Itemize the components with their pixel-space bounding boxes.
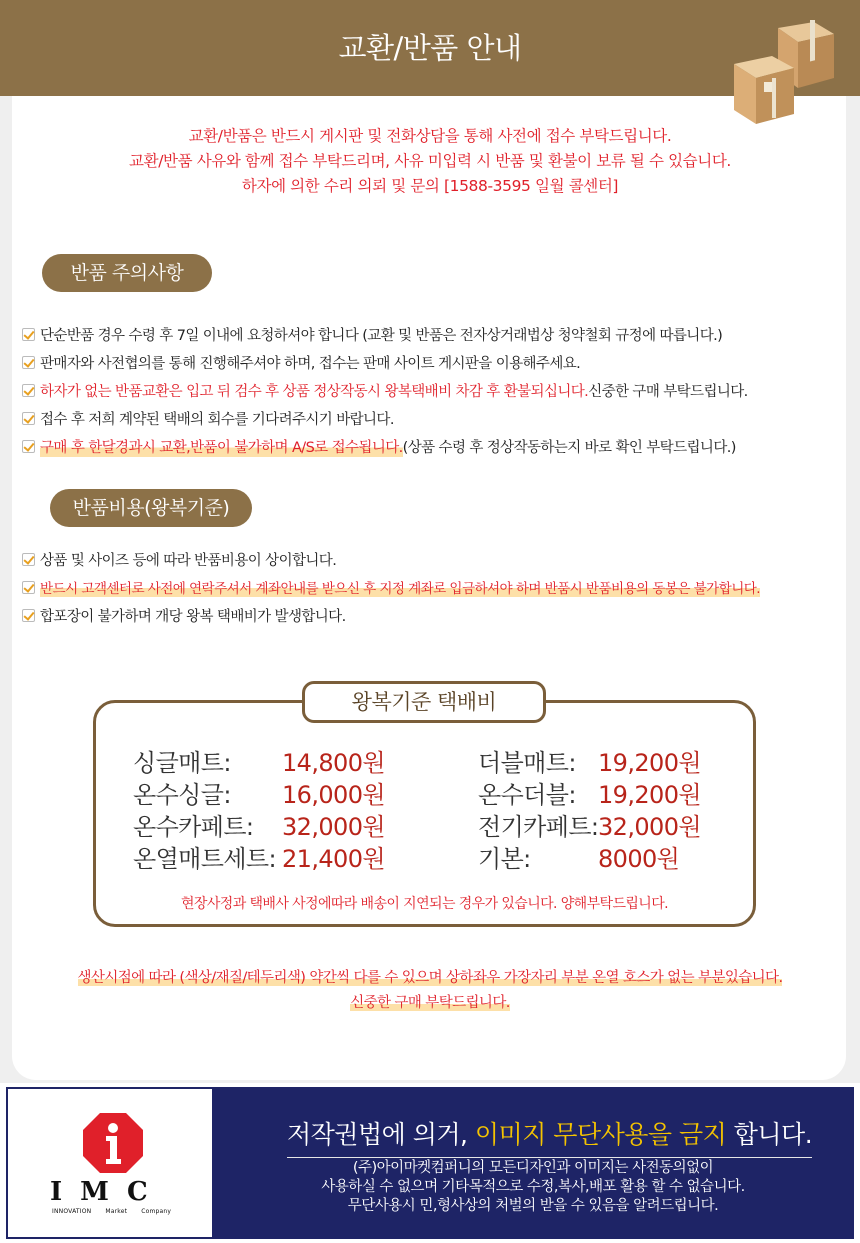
list-item-text: 합포장이 불가하며 개당 왕복 택배비가 발생합니다. bbox=[40, 608, 346, 625]
check-icon bbox=[22, 412, 35, 425]
check-icon bbox=[22, 581, 35, 594]
return-cost-heading: 반품비용(왕복기준) bbox=[50, 489, 252, 527]
list-item-text: 접수 후 저희 계약된 택배의 회수를 기다려주시기 바랍니다. bbox=[40, 411, 394, 428]
page-title: 교환/반품 안내 bbox=[338, 31, 522, 65]
fee-value: 32,000원 bbox=[282, 813, 385, 841]
logo-wordmark: IMC bbox=[50, 1177, 166, 1207]
list-item-text: (상품 수령 후 정상작동하는지 바로 확인 부탁드립니다.) bbox=[402, 439, 736, 456]
fee-label: 온수카페트: bbox=[133, 813, 254, 841]
logo-sub-word: Market bbox=[105, 1208, 128, 1215]
list-item bbox=[22, 545, 760, 573]
fee-value: 14,800원 bbox=[282, 749, 385, 777]
list-item bbox=[22, 376, 748, 404]
return-notes-heading: 반품 주의사항 bbox=[42, 254, 212, 292]
fee-value: 19,200원 bbox=[598, 781, 701, 809]
notice-line: 하자에 의한 수리 의뢰 및 문의 [1588-3595 일월 콜센터] bbox=[241, 177, 619, 195]
notice-line: 교환/반품은 반드시 게시판 및 전화상담을 통해 사전에 접수 부탁드립니다. bbox=[188, 127, 672, 145]
logo-subtitle bbox=[52, 1208, 185, 1215]
imc-logo-icon bbox=[81, 1111, 145, 1175]
logo-sub-word: Company bbox=[141, 1208, 172, 1215]
list-item bbox=[22, 573, 760, 601]
fee-label: 기본: bbox=[478, 845, 531, 873]
fee-value: 21,400원 bbox=[282, 845, 385, 873]
shipping-fee-title: 왕복기준 택배비 bbox=[302, 681, 546, 723]
copyright-body bbox=[212, 1159, 854, 1216]
copyright-title-text: 합니다. bbox=[726, 1120, 813, 1149]
check-icon bbox=[22, 384, 35, 397]
warning-line: 신중한 구매 부탁드립니다. bbox=[350, 995, 510, 1011]
fee-value: 8000원 bbox=[598, 845, 680, 873]
fee-label: 싱글매트: bbox=[133, 749, 231, 777]
fee-label: 온수싱글: bbox=[133, 781, 231, 809]
check-icon bbox=[22, 356, 35, 369]
check-icon bbox=[22, 609, 35, 622]
fee-value: 32,000원 bbox=[598, 813, 701, 841]
fee-label: 온열매트세트: bbox=[133, 845, 276, 873]
fee-label: 온수더블: bbox=[478, 781, 576, 809]
shipping-fee-note: 현장사정과 택배사 사정에따라 배송이 지연되는 경우가 있습니다. 양해부탁드립니다. bbox=[181, 896, 668, 912]
return-notes-list bbox=[22, 320, 748, 460]
notice-line: 교환/반품 사유와 함께 접수 부탁드리며, 사유 미입력 시 반품 및 환불이 보류 될 수 있습니다. bbox=[129, 152, 731, 170]
logo-sub-word: INNOVATION bbox=[52, 1208, 92, 1215]
copyright-line: 사용하실 수 없으며 기타목적으로 수정,복사,배포 활용 할 수 없습니다. bbox=[321, 1179, 745, 1195]
list-item-text: 상품 및 사이즈 등에 따라 반품비용이 상이합니다. bbox=[40, 552, 337, 569]
copyright-footer bbox=[6, 1087, 854, 1239]
list-item-text: 단순반품 경우 수령 후 7일 이내에 요청하셔야 합니다 (교환 및 반품은 전자상거래법상 청약철회 규정에 따릅니다.) bbox=[40, 327, 723, 344]
copyright-title bbox=[287, 1115, 812, 1158]
copyright-line: 무단사용시 민,형사상의 처벌의 받을 수 있음을 알려드립니다. bbox=[347, 1198, 719, 1214]
list-item bbox=[22, 348, 748, 376]
list-item bbox=[22, 432, 748, 460]
list-item-highlight: 반드시 고객센터로 사전에 연락주셔서 계좌안내를 받으신 후 지정 계좌로 입금하셔야 하며 반품시 반품비용의 동봉은 불가합니다. bbox=[40, 577, 760, 597]
warning-line: 생산시점에 따라 (색상/재질/테두리색) 약간씩 다를 수 있으며 상하좌우 가장자리 부분 온열 호스가 없는 부분있습니다. bbox=[77, 970, 783, 986]
copyright-panel bbox=[212, 1089, 854, 1237]
fee-value: 16,000원 bbox=[282, 781, 385, 809]
return-cost-list bbox=[22, 545, 760, 629]
list-item-highlight: 구매 후 한달경과시 교환,반품이 불가하며 A/S로 접수됩니다. bbox=[40, 436, 403, 457]
copyright-title-highlight: 이미지 무단사용을 금지 bbox=[474, 1120, 727, 1149]
check-icon bbox=[22, 440, 35, 453]
list-item-highlight: 하자가 없는 반품교환은 입고 뒤 검수 후 상품 정상작동시 왕복택배비 차감 후 환불되십니다. bbox=[40, 383, 589, 400]
list-item bbox=[22, 404, 748, 432]
list-item-text: 판매자와 사전협의를 통해 진행해주셔야 하며, 접수는 판매 사이트 게시판을 이용해주세요. bbox=[40, 355, 581, 372]
fee-label: 더블매트: bbox=[478, 749, 576, 777]
copyright-title-text: 저작권법에 의거, bbox=[287, 1120, 475, 1149]
fee-value: 19,200원 bbox=[598, 749, 701, 777]
list-item bbox=[22, 601, 760, 629]
list-item bbox=[22, 320, 748, 348]
product-warning bbox=[0, 966, 860, 1016]
check-icon bbox=[22, 553, 35, 566]
list-item-text: 신중한 구매 부탁드립니다. bbox=[588, 383, 748, 400]
check-icon bbox=[22, 328, 35, 341]
notice-text bbox=[0, 124, 860, 199]
copyright-line: (주)아이마켓컴퍼니의 모든디자인과 이미지는 사전동의없이 bbox=[352, 1160, 714, 1176]
cardboard-boxes-image bbox=[728, 20, 838, 124]
fee-label: 전기카페트: bbox=[478, 813, 599, 841]
